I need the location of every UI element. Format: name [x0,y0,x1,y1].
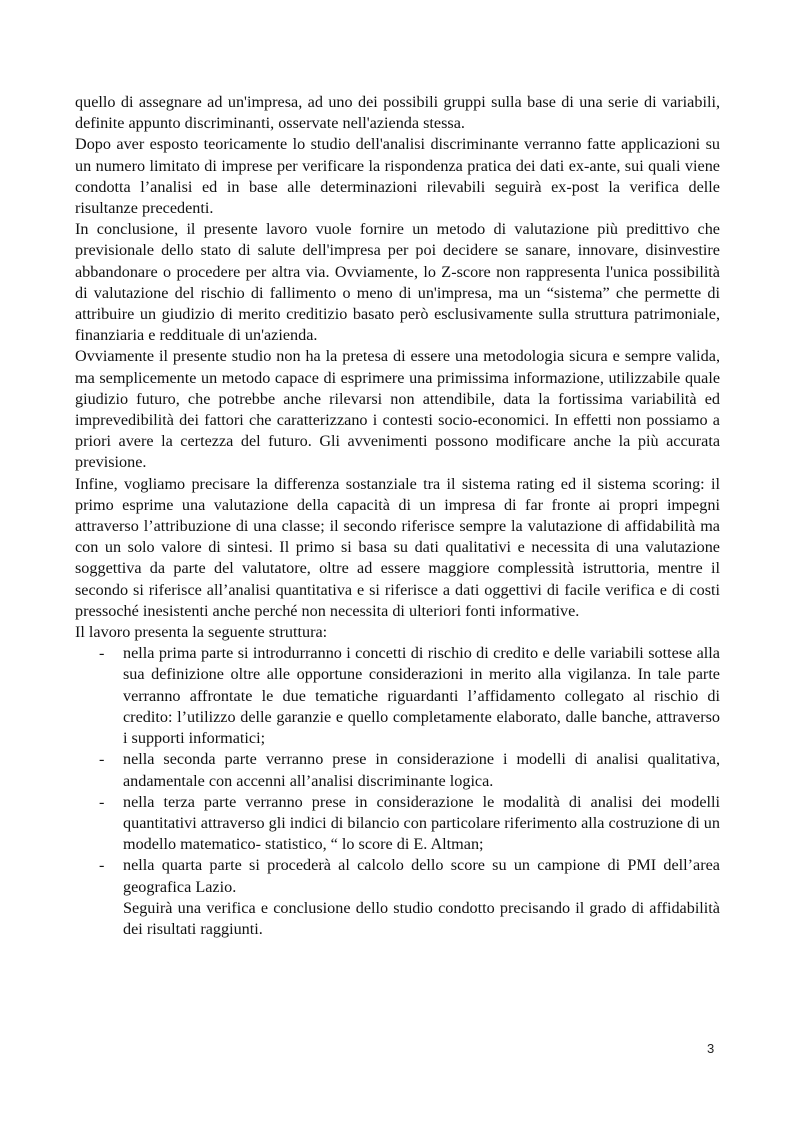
list-item-text: nella terza parte verranno prese in considerazione le modalità di analisi dei modelli quantitativi attraverso gli indici di bilancio con particolare riferimento alla costruzione di un modello matematico- statistico, “ lo score di E. Altman; [123,792,720,854]
list-item [75,643,720,749]
list-item-text: nella quarta parte si procederà al calcolo dello score su un campione di PMI dell’area geografica Lazio. [123,856,720,896]
list-item-text: nella seconda parte verranno prese in considerazione i modelli di analisi qualitativa, andamentale con accenni all’analisi discriminante logica. [123,750,720,790]
list-bullet: - [99,750,105,769]
structure-list [75,643,720,940]
paragraph: quello di assegnare ad un'impresa, ad uno dei possibili gruppi sulla base di una serie di variabili, definite appunto discriminanti, osservate nell'azienda stessa. [75,93,720,133]
structure-intro: Il lavoro presenta la seguente struttura: [75,623,328,642]
list-bullet: - [99,792,105,811]
list-item [75,749,720,791]
closing-item [75,898,720,940]
list-bullet: - [99,644,105,663]
page-number: 3 [707,1041,715,1056]
document-body [75,92,720,940]
list-item [75,792,720,856]
paragraph: Dopo aver esposto teoricamente lo studio dell'analisi discriminante verranno fatte applicazioni su un numero limitato di imprese per verificare la rispondenza pratica dei dati ex-ante, sui quali viene condotta l’analisi ed in base alle determinazioni rilevabili seguirà ex-post la verifica delle risultanze precedenti. [75,135,720,218]
closing-text: Seguirà una verifica e conclusione dello studio condotto precisando il grado di affidabilità dei risultati raggiunti. [123,898,720,938]
list-bullet: - [99,856,105,875]
paragraph: Infine, vogliamo precisare la differenza sostanziale tra il sistema rating ed il sistema scoring: il primo esprime una valutazione della capacità di un impresa di far fronte ai propri impegni attraverso l’attribuzione di una classe; il secondo riferisce sempre la valutazione di affidabilità ma con un solo valore di sintesi. Il primo si basa su dati qualitativi e necessita di una valutazione soggettiva da parte del valutatore, oltre ad essere maggiore complessità istruttoria, mentre il secondo si riferisce all’analisi quantitativa e si riferisce a dati oggettivi di facile verifica e di costi pressoché inesistenti anche perché non necessita di ulteriori fonti informative. [75,474,720,620]
paragraph: Ovviamente il presente studio non ha la pretesa di essere una metodologia sicura e sempre valida, ma semplicemente un metodo capace di esprimere una primissima informazione, utilizzabile quale giudizio futuro, che potrebbe anche rilevarsi non attendibile, data la fortissima variabilità ed imprevedibilità dei fattori che caratterizzano i contesti socio-economici. In effetti non possiamo a priori avere la certezza del futuro. Gli avvenimenti possono modificare anche la più accurata previsione. [75,347,720,472]
list-item [75,855,720,897]
list-item-text: nella prima parte si introdurranno i concetti di rischio di credito e delle variabili sottese alla sua definizione oltre alle opportune considerazioni in merito alla vigilanza. In tale parte verranno affrontate le due tematiche riguardanti l’affidamento collegato al rischio di credito: l’utilizzo delle garanzie e quello completamente elaborato, dalle banche, attraverso i supporti informatici; [123,644,720,748]
paragraph: In conclusione, il presente lavoro vuole fornire un metodo di valutazione più predittivo che previsionale dello stato di salute dell'impresa per poi decidere se sanare, innovare, disinvestire abbandonare o procedere per altra via. Ovviamente, lo Z-score non rappresenta l'unica possibilità di valutazione del rischio di fallimento o meno di un'impresa, ma un “sistema” che permette di attribuire un giudizio di merito creditizio basato però esclusivamente sulla struttura patrimoniale, finanziaria e reddituale di un'azienda. [75,220,720,345]
